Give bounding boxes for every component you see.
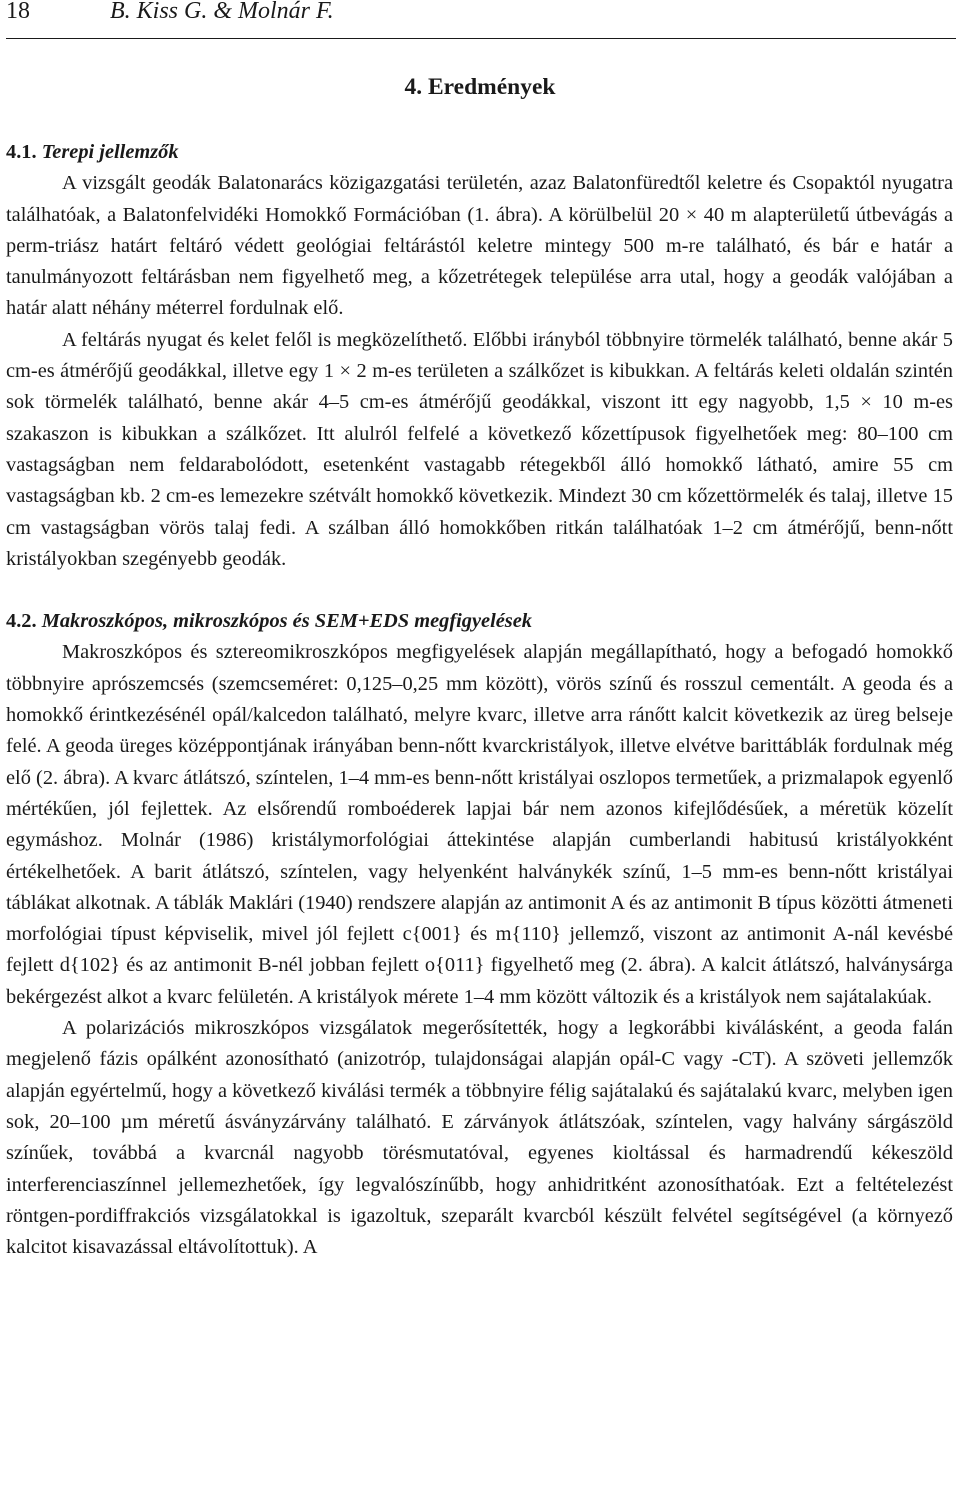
subsection-heading-4-2 [6, 606, 953, 637]
paragraph: A polarizációs mikroszkópos vizsgálatok megerősítették, hogy a legkorábbi kiválásként, a geoda falán megjelenő fázis opálként azonosítható (anizotróp, tulajdonságai alapján opál-C vagy -CT). A szöveti jellemzők alapján egyértelmű, hogy a következő kiválási termék a többnyire félig sajátalakú és sajátalakú kvarc, melyben igen sok, 20–100 µm méretű ásványzárvány található. E zárványok átlátszóak, színtelen, vagy halvány sárgászöld színűek, továbbá a kvarcnál nagyobb törésmutatóval, egyenes kioltással és harmadrendű kékeszöld interferenciaszínnel jellemezhetőek, így legvalószínűbb, hogy anhidritként azonosíthatóak. Ezt a feltételezést röntgen-pordiffrakciós vizsgálatokkal is igazoltuk, szeparált kvarcból készült felvétel segítségével (a környező kalcitot kisavazással eltávolítottuk). A [6, 1017, 953, 1259]
subsection-title: Terepi jellemzők [41, 141, 179, 163]
paragraph: Makroszkópos és sztereomikroszkópos megfigyelések alapján megállapítható, hogy a befogadó homokkő többnyire aprószemcsés (szemcseméret: 0,125–0,25 mm között), vörös színű és rosszul cementált. A geoda és a homokkő érintkezésénél opál/kalcedon található, melyre kvarc, illetve arra ránőtt kalcit következik az üreg belseje felé. A geoda üreges középpontjának irányában benn-nőtt kvarckristályok, illetve elvétve barittáblák fordulnak még elő (2. ábra). A kvarc átlátszó, színtelen, 1–4 mm-es benn-nőtt kristályai oszlopos termetűek, a prizmalapok egyenlő mértékűen, jól fejlettek. Az elsőrendű romboéderek lapjai bár nem azonos kifejlődésűek, a méretük közelít egymáshoz. Molnár (1986) kristálymorfológiai áttekintése alapján cumberlandi habitusú kristályokként értékelhetőek. A barit átlátszó, színtelen, vagy helyenként halványkék színű, 1–5 mm-es benn-nőtt kristályai táblákat alkotnak. A táblák Maklári (1940) rendszere alapján az antimonit A és az antimonit B típus közötti átmeneti morfológiai típust képviselik, mivel jól fejlett c{001} és m{110} jellemző, viszont az antimonit A-nál kevésbé fejlett d{102} és az antimonit B-nél jobban fejlett o{011} figyelhető meg (2. ábra). A kalcit átlátszó, halványsárga bekérgezést alkot a kvarc felületén. A kristályok mérete 1–4 mm között változik és a kristályok nem sajátalakúak. [6, 641, 953, 1008]
page-header [0, 0, 960, 40]
paragraph: A vizsgált geodák Balatonarács közigazgatási területén, azaz Balatonfüredtől keletre és Csopaktól nyugatra találhatóak, a Balatonfelvidéki Homokkő Formációban (1. ábra). A körülbelül 20 × 40 m alapterületű útbevágás a perm-triász határt feltáró védett geológiai feltárástól keletre mintegy 500 m-re található, és bár e határ a tanulmányozott feltárásban nem figyelhető meg, a kőzetrétegek települése arra utal, hogy a geodák valójában a határ alatt néhány méterrel fordulnak elő. [6, 172, 953, 320]
page-number: 18 [6, 0, 30, 24]
section-spacer [6, 575, 953, 606]
header-rule [6, 38, 956, 39]
paragraph: A feltárás nyugat és kelet felől is megközelíthető. Előbbi irányból többnyire törmelék található, benne akár 5 cm-es átmérőjű geodákkal, illetve egy 1 × 2 m-es területen a szálkőzet is kibukkan. A feltárás keleti oldalán szintén sok törmelék található, benne akár 4–5 cm-es átmérőjű geodákkal, viszont itt egy nagyobb, 1,5 × 10 m-es szakaszon is kibukkan a szálkőzet. Itt alulról felfelé a következő kőzettípusok figyelhetőek meg: 80–100 cm vastagságban nem feldarabolódott, esetenként vastagabb rétegekből álló homokkő látható, amire 55 cm vastagságban kb. 2 cm-es lemezekre szétvált homokkő következik. Mindezt 30 cm kőzettörmelék és talaj, illetve 15 cm vastagságban vörös talaj fedi. A szálban álló homokkőben ritkán találhatóak 1–2 cm átmérőjű, benn-nőtt kristályokban szegényebb geodák. [6, 328, 953, 570]
subsection-number: 4.2. [6, 610, 37, 633]
running-head: B. Kiss G. & Molnár F. [110, 0, 334, 24]
section-title: 4. Eredmények [404, 74, 556, 100]
page-content [6, 137, 953, 1263]
subsection-number: 4.1. [6, 141, 37, 163]
subsection-title: Makroszkópos, mikroszkópos és SEM+EDS megfigyelések [41, 610, 532, 633]
subsection-heading-4-1 [6, 137, 953, 168]
